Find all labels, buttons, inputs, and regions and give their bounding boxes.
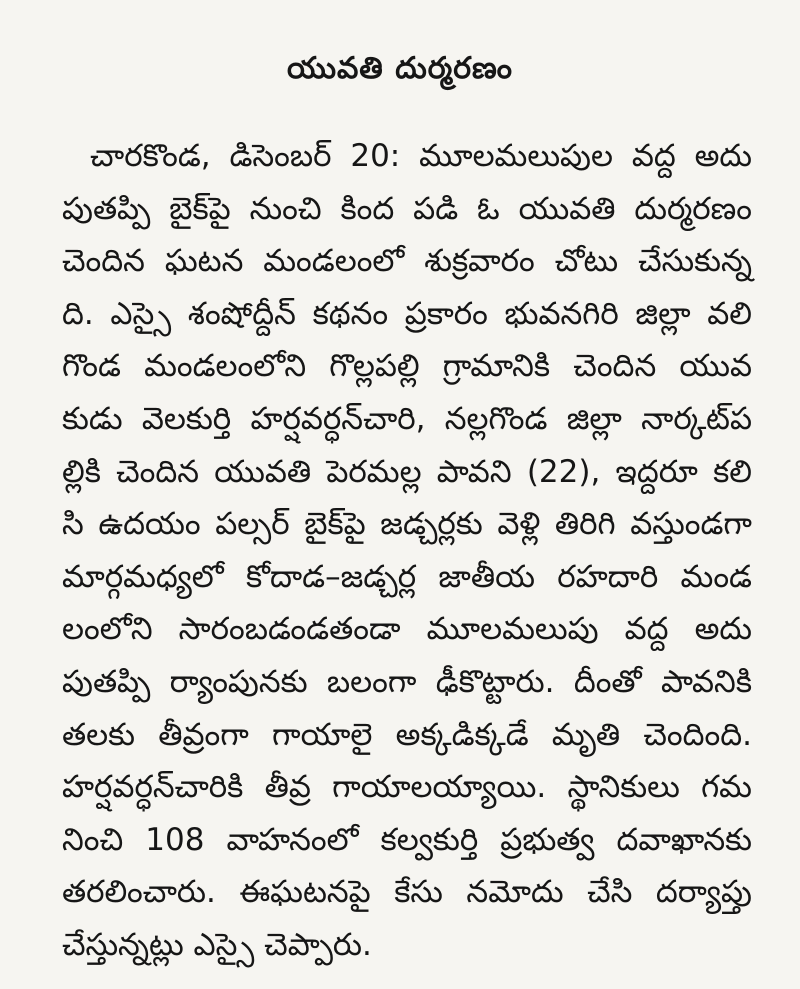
- article-line: గొండ మండలంలోని గొల్లపల్లి గ్రామానికి చెందిన యువ: [62, 348, 752, 385]
- article-line: మార్గమధ్యలో కోదాడ–జడ్చర్ల జాతీయ రహదారి మండ: [62, 558, 752, 595]
- article-line: పుతప్పి బైక్‌పై నుంచి కింద పడి ఓ యువతి దుర్మరణం: [62, 190, 752, 227]
- article-line: హర్షవర్ధన్‌చారికి తీవ్ర గాయాలయ్యాయి. స్థానికులు గమ: [62, 769, 752, 806]
- article-line: సి ఉదయం పల్సర్ బైక్‌పై జడ్చర్లకు వెళ్లి తిరిగి వస్తుండగా: [62, 506, 752, 543]
- article-line: చేస్తున్నట్లు ఎస్సై చెప్పారు.: [62, 926, 372, 963]
- article-line: తరలించారు. ఈఘటనపై కేసు నమోదు చేసి దర్యాప్తు: [62, 874, 752, 911]
- article-line: నించి 108 వాహనంలో కల్వకుర్తి ప్రభుత్వ దవాఖానకు: [62, 821, 752, 858]
- article-line: చెందిన ఘటన మండలంలో శుక్రవారం చోటు చేసుకున్న: [62, 243, 752, 280]
- article-line: చారకొండ, డిసెంబర్ 20: మూలమలుపుల వద్ద అదు: [90, 138, 752, 174]
- article-line: పుతప్పి ర్యాంపునకు బలంగా ఢీకొట్టారు. దీంతో పావనికి: [62, 663, 752, 700]
- article-line: ది. ఎస్సై శంషోద్దీన్ కథనం ప్రకారం భువనగిరి జిల్లా వలి: [62, 295, 752, 332]
- article-body: [62, 130, 752, 972]
- headline: యువతి దుర్మరణం: [287, 51, 513, 86]
- article-line: లంలోని సారంబడండతండా మూలమలుపు వద్ద అదు: [62, 611, 752, 648]
- article-line: తలకు తీవ్రంగా గాయాలై అక్కడిక్కడే మృతి చెందింది.: [62, 716, 752, 753]
- article-line: ల్లికి చెందిన యువతి పెరమల్ల పావని (22), ఇద్దరూ కలి: [62, 453, 752, 490]
- article-line: కుడు వెలకుర్తి హర్షవర్ధన్‌చారి, నల్లగొండ జిల్లా నార్కట్‌ప: [62, 400, 752, 437]
